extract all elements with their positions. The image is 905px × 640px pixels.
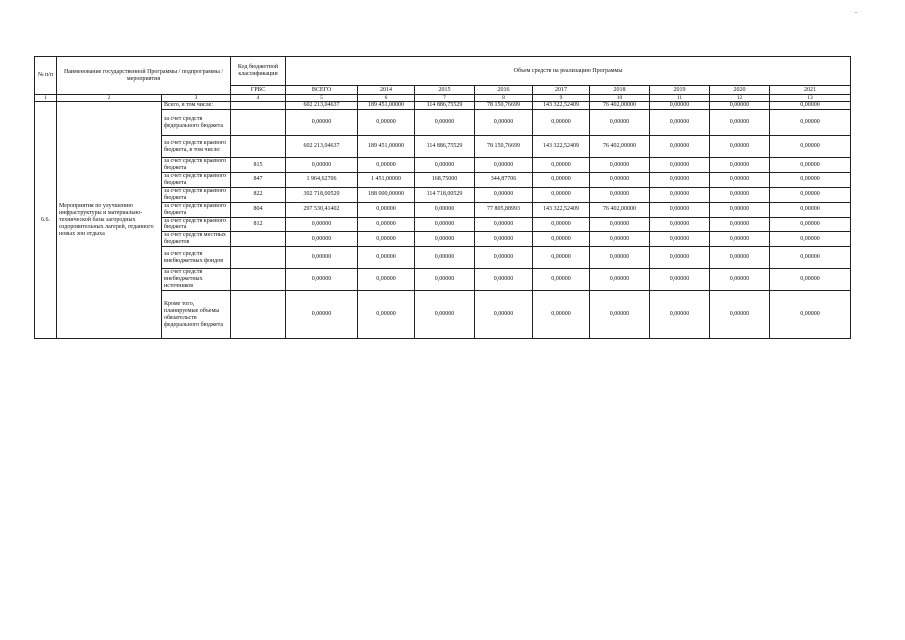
year-value: 0,00000 (358, 110, 415, 136)
total-value: 602 213,04637 (286, 102, 358, 110)
year-value: 0,00000 (710, 172, 770, 187)
grbs-code: 847 (231, 172, 286, 187)
year-value: 0,00000 (710, 102, 770, 110)
header-code: Код бюджетной классификации (231, 57, 286, 86)
year-value: 0,00000 (650, 172, 710, 187)
year-value: 0,00000 (533, 217, 590, 232)
grbs-code: 822 (231, 187, 286, 202)
year-value: 0,00000 (710, 217, 770, 232)
year-value: 0,00000 (358, 158, 415, 173)
column-index: 8 (475, 95, 533, 102)
funding-source-label: за счет средств местных бюджетов (162, 232, 231, 247)
funding-source-label: за счет средств краевого бюджета (162, 187, 231, 202)
total-value: 302 718,00529 (286, 187, 358, 202)
year-value: 0,00000 (533, 291, 590, 339)
year-value: 0,00000 (770, 158, 851, 173)
header-total: ВСЕГО (286, 86, 358, 95)
year-value: 0,00000 (650, 291, 710, 339)
year-value: 0,00000 (533, 172, 590, 187)
year-value: 0,00000 (710, 232, 770, 247)
grbs-code (231, 102, 286, 110)
year-value: 0,00000 (710, 158, 770, 173)
funding-source-label: за счет средств краевого бюджета (162, 202, 231, 217)
year-value: 0,00000 (358, 291, 415, 339)
year-value: 76 402,00000 (590, 102, 650, 110)
year-value: 0,00000 (650, 158, 710, 173)
year-value: 0,00000 (415, 247, 475, 269)
year-value: 0,00000 (415, 202, 475, 217)
column-index: 4 (231, 95, 286, 102)
year-value: 0,00000 (770, 172, 851, 187)
year-value: 76 402,00000 (590, 136, 650, 158)
column-index: 5 (286, 95, 358, 102)
year-value: 0,00000 (475, 291, 533, 339)
year-value: 0,00000 (415, 158, 475, 173)
grbs-code: 804 (231, 202, 286, 217)
header-year: 2015 (415, 86, 475, 95)
year-value: 0,00000 (533, 158, 590, 173)
year-value: 0,00000 (650, 202, 710, 217)
year-value: 0,00000 (590, 247, 650, 269)
grbs-code (231, 136, 286, 158)
year-value: 143 322,52409 (533, 202, 590, 217)
year-value: 77 805,88993 (475, 202, 533, 217)
year-value: 0,00000 (710, 202, 770, 217)
grbs-code (231, 269, 286, 291)
year-value: 0,00000 (770, 217, 851, 232)
year-value: 114 886,75529 (415, 102, 475, 110)
year-value: 143 322,52409 (533, 136, 590, 158)
funding-source-label: за счет средств внебюджетных фондов (162, 247, 231, 269)
year-value: 0,00000 (415, 291, 475, 339)
year-value: 78 150,76699 (475, 136, 533, 158)
header-year: 2014 (358, 86, 415, 95)
funding-source-label: за счет средств краевого бюджета (162, 172, 231, 187)
year-value: 143 322,52409 (533, 102, 590, 110)
year-value: 0,00000 (650, 136, 710, 158)
year-value: 0,00000 (475, 158, 533, 173)
grbs-code (231, 232, 286, 247)
year-value: 0,00000 (650, 247, 710, 269)
year-value: 0,00000 (475, 187, 533, 202)
year-value: 0,00000 (710, 269, 770, 291)
header-year: 2021 (770, 86, 851, 95)
column-index: 7 (415, 95, 475, 102)
year-value: 0,00000 (590, 187, 650, 202)
total-value: 0,00000 (286, 232, 358, 247)
column-index: 12 (710, 95, 770, 102)
header-year: 2020 (710, 86, 770, 95)
item-number: 6.6. (35, 102, 57, 339)
year-value: 0,00000 (770, 187, 851, 202)
column-index: 13 (770, 95, 851, 102)
total-value: 0,00000 (286, 217, 358, 232)
year-value: 0,00000 (533, 187, 590, 202)
total-value: 0,00000 (286, 247, 358, 269)
year-value: 188 000,00000 (358, 187, 415, 202)
year-value: 76 402,00000 (590, 202, 650, 217)
year-value: 0,00000 (710, 136, 770, 158)
year-value: 0,00000 (770, 269, 851, 291)
year-value: 0,00000 (415, 110, 475, 136)
header-year: 2018 (590, 86, 650, 95)
year-value: 0,00000 (415, 217, 475, 232)
column-index: 2 (57, 95, 162, 102)
year-value: 0,00000 (415, 269, 475, 291)
year-value: 0,00000 (475, 110, 533, 136)
year-value: 0,00000 (590, 172, 650, 187)
year-value: 0,00000 (710, 187, 770, 202)
year-value: 0,00000 (475, 269, 533, 291)
column-index: 1 (35, 95, 57, 102)
year-value: 0,00000 (590, 291, 650, 339)
year-value: 0,00000 (650, 269, 710, 291)
year-value: 78 150,76699 (475, 102, 533, 110)
column-index: 3 (162, 95, 231, 102)
year-value: 0,00000 (533, 232, 590, 247)
table-body (35, 102, 851, 339)
year-value: 189 451,00000 (358, 136, 415, 158)
column-index: 9 (533, 95, 590, 102)
year-value: 344,87706 (475, 172, 533, 187)
year-value: 0,00000 (770, 136, 851, 158)
grbs-code: 815 (231, 158, 286, 173)
funding-source-label: за счет средств краевого бюджета (162, 217, 231, 232)
funding-source-label: за счет средств внебюджетных источников (162, 269, 231, 291)
year-value: 1 451,00000 (358, 172, 415, 187)
column-index-row (35, 95, 851, 102)
header-year: 2017 (533, 86, 590, 95)
year-value: 0,00000 (710, 110, 770, 136)
funding-source-label: за счет средств федерального бюджета (162, 110, 231, 136)
year-value: 0,00000 (533, 269, 590, 291)
year-value: 0,00000 (475, 247, 533, 269)
year-value: 0,00000 (590, 110, 650, 136)
total-value: 602 213,04637 (286, 136, 358, 158)
year-value: 0,00000 (590, 158, 650, 173)
total-value: 0,00000 (286, 269, 358, 291)
year-value: 0,00000 (770, 291, 851, 339)
header-num: № п/п (35, 57, 57, 95)
year-value: 0,00000 (475, 232, 533, 247)
funding-source-label: Всего, в том числе: (162, 102, 231, 110)
year-value: 0,00000 (590, 217, 650, 232)
year-value: 0,00000 (590, 269, 650, 291)
total-value: 1 964,62706 (286, 172, 358, 187)
year-value: 0,00000 (590, 232, 650, 247)
funding-source-label: Кроме того, планируемые объемы обязательств федерального бюджета (162, 291, 231, 339)
column-index: 10 (590, 95, 650, 102)
header-year: 2016 (475, 86, 533, 95)
year-value: 0,00000 (770, 110, 851, 136)
total-value: 0,00000 (286, 291, 358, 339)
table-row (35, 102, 851, 110)
total-value: 0,00000 (286, 158, 358, 173)
year-value: 0,00000 (650, 187, 710, 202)
year-value: 0,00000 (770, 102, 851, 110)
year-value: 0,00000 (650, 110, 710, 136)
funding-source-label: за счет средств краевого бюджета, в том числе: (162, 136, 231, 158)
year-value: 168,75000 (415, 172, 475, 187)
year-value: 0,00000 (710, 247, 770, 269)
year-value: 189 451,00000 (358, 102, 415, 110)
year-value: 0,00000 (358, 232, 415, 247)
total-value: 0,00000 (286, 110, 358, 136)
grbs-code (231, 110, 286, 136)
header-grbs: ГРБС (231, 86, 286, 95)
year-value: 0,00000 (358, 247, 415, 269)
funding-source-label: за счет средств краевого бюджета (162, 158, 231, 173)
year-value: 114 718,00529 (415, 187, 475, 202)
corner-mark: - (855, 10, 857, 16)
year-value: 0,00000 (650, 232, 710, 247)
item-name: Мероприятия по улучшению инфраструктуры и материально-технической базы загородных оздоровительных лагерей, отданного новых зон отдыха (57, 102, 162, 339)
grbs-code (231, 247, 286, 269)
column-index: 11 (650, 95, 710, 102)
year-value: 0,00000 (770, 202, 851, 217)
total-value: 297 530,41402 (286, 202, 358, 217)
header-year: 2019 (650, 86, 710, 95)
grbs-code: 812 (231, 217, 286, 232)
year-value: 0,00000 (770, 232, 851, 247)
column-index: 6 (358, 95, 415, 102)
year-value: 0,00000 (650, 102, 710, 110)
year-value: 114 886,75529 (415, 136, 475, 158)
budget-table (34, 56, 851, 339)
year-value: 0,00000 (475, 217, 533, 232)
header-funding-title: Объем средств на реализацию Программы (286, 57, 851, 86)
year-value: 0,00000 (358, 217, 415, 232)
year-value: 0,00000 (358, 202, 415, 217)
year-value: 0,00000 (710, 291, 770, 339)
year-value: 0,00000 (533, 110, 590, 136)
header-name: Наименование государственной Программы / подпрограммы / мероприятия (57, 57, 231, 95)
year-value: 0,00000 (650, 217, 710, 232)
year-value: 0,00000 (533, 247, 590, 269)
year-value: 0,00000 (770, 247, 851, 269)
year-value: 0,00000 (358, 269, 415, 291)
grbs-code (231, 291, 286, 339)
year-value: 0,00000 (415, 232, 475, 247)
